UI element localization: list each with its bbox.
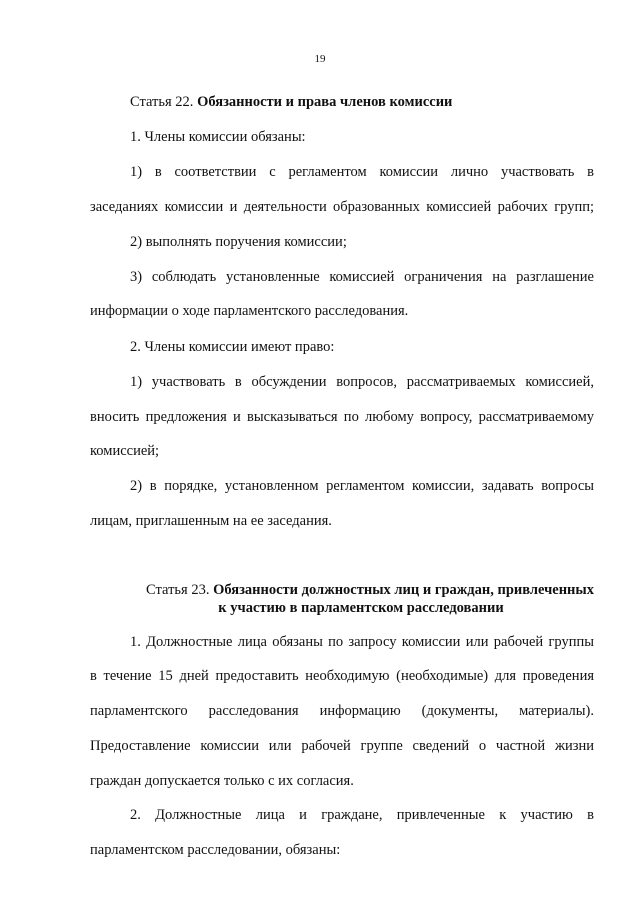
article-23-p2-line1: 2. Должностные лица и граждане, привлеченные к участию в bbox=[130, 807, 594, 823]
article-22-p2-item1-line2: вносить предложения и высказываться по любому вопросу, рассматриваемому bbox=[90, 409, 594, 425]
article-22-p1-item1-line2: заседаниях комиссии и деятельности образованных комиссией рабочих групп; bbox=[90, 199, 594, 215]
article-23-p2-line2: парламентском расследовании, обязаны: bbox=[90, 842, 341, 858]
article-23-p1-line2: в течение 15 дней предоставить необходимую (необходимые) для проведения bbox=[90, 668, 594, 684]
article-23-p1-line3: парламентского расследования информацию (документы, материалы). bbox=[90, 703, 594, 719]
article-22-p1-lead: 1. Члены комиссии обязаны: bbox=[130, 129, 306, 145]
article-22-p1-item2: 2) выполнять поручения комиссии; bbox=[130, 234, 347, 250]
page-number: 19 bbox=[314, 53, 326, 65]
article-22-p2-item1-line1: 1) участвовать в обсуждении вопросов, рассматриваемых комиссией, bbox=[130, 374, 594, 390]
article-22-p2-item2-line2: лицам, приглашенным на ее заседания. bbox=[90, 513, 332, 529]
article-22-p1-item3-line1: 3) соблюдать установленные комиссией ограничения на разглашение bbox=[130, 269, 594, 285]
article-22-p1-item1-line1: 1) в соответствии с регламентом комиссии лично участвовать в bbox=[130, 164, 594, 180]
article-22-p2-item1-line3: комиссией; bbox=[90, 443, 160, 459]
article-23-prefix: Статья 23. bbox=[146, 582, 214, 598]
article-22-p2-lead: 2. Члены комиссии имеют право: bbox=[130, 339, 335, 355]
article-23-p1-line4: Предоставление комиссии или рабочей группе сведений о частной жизни bbox=[90, 738, 594, 754]
article-22-p2-item2-line1: 2) в порядке, установленном регламентом комиссии, задавать вопросы bbox=[130, 478, 594, 494]
article-23-p1-line1: 1. Должностные лица обязаны по запросу комиссии или рабочей группы bbox=[130, 634, 594, 650]
article-23-p1-line5: граждан допускается только с их согласия. bbox=[90, 773, 354, 789]
article-23-title-line1: Обязанности должностных лиц и граждан, привлеченных bbox=[213, 582, 594, 598]
article-22-prefix: Статья 22. bbox=[130, 94, 198, 110]
article-23-title-line2: к участию в парламентском расследовании bbox=[218, 600, 504, 616]
article-22-heading bbox=[130, 93, 594, 111]
article-22-title: Обязанности и права членов комиссии bbox=[197, 94, 453, 110]
article-23-heading bbox=[128, 581, 594, 599]
article-22-p1-item3-line2: информации о ходе парламентского расследования. bbox=[90, 303, 409, 319]
